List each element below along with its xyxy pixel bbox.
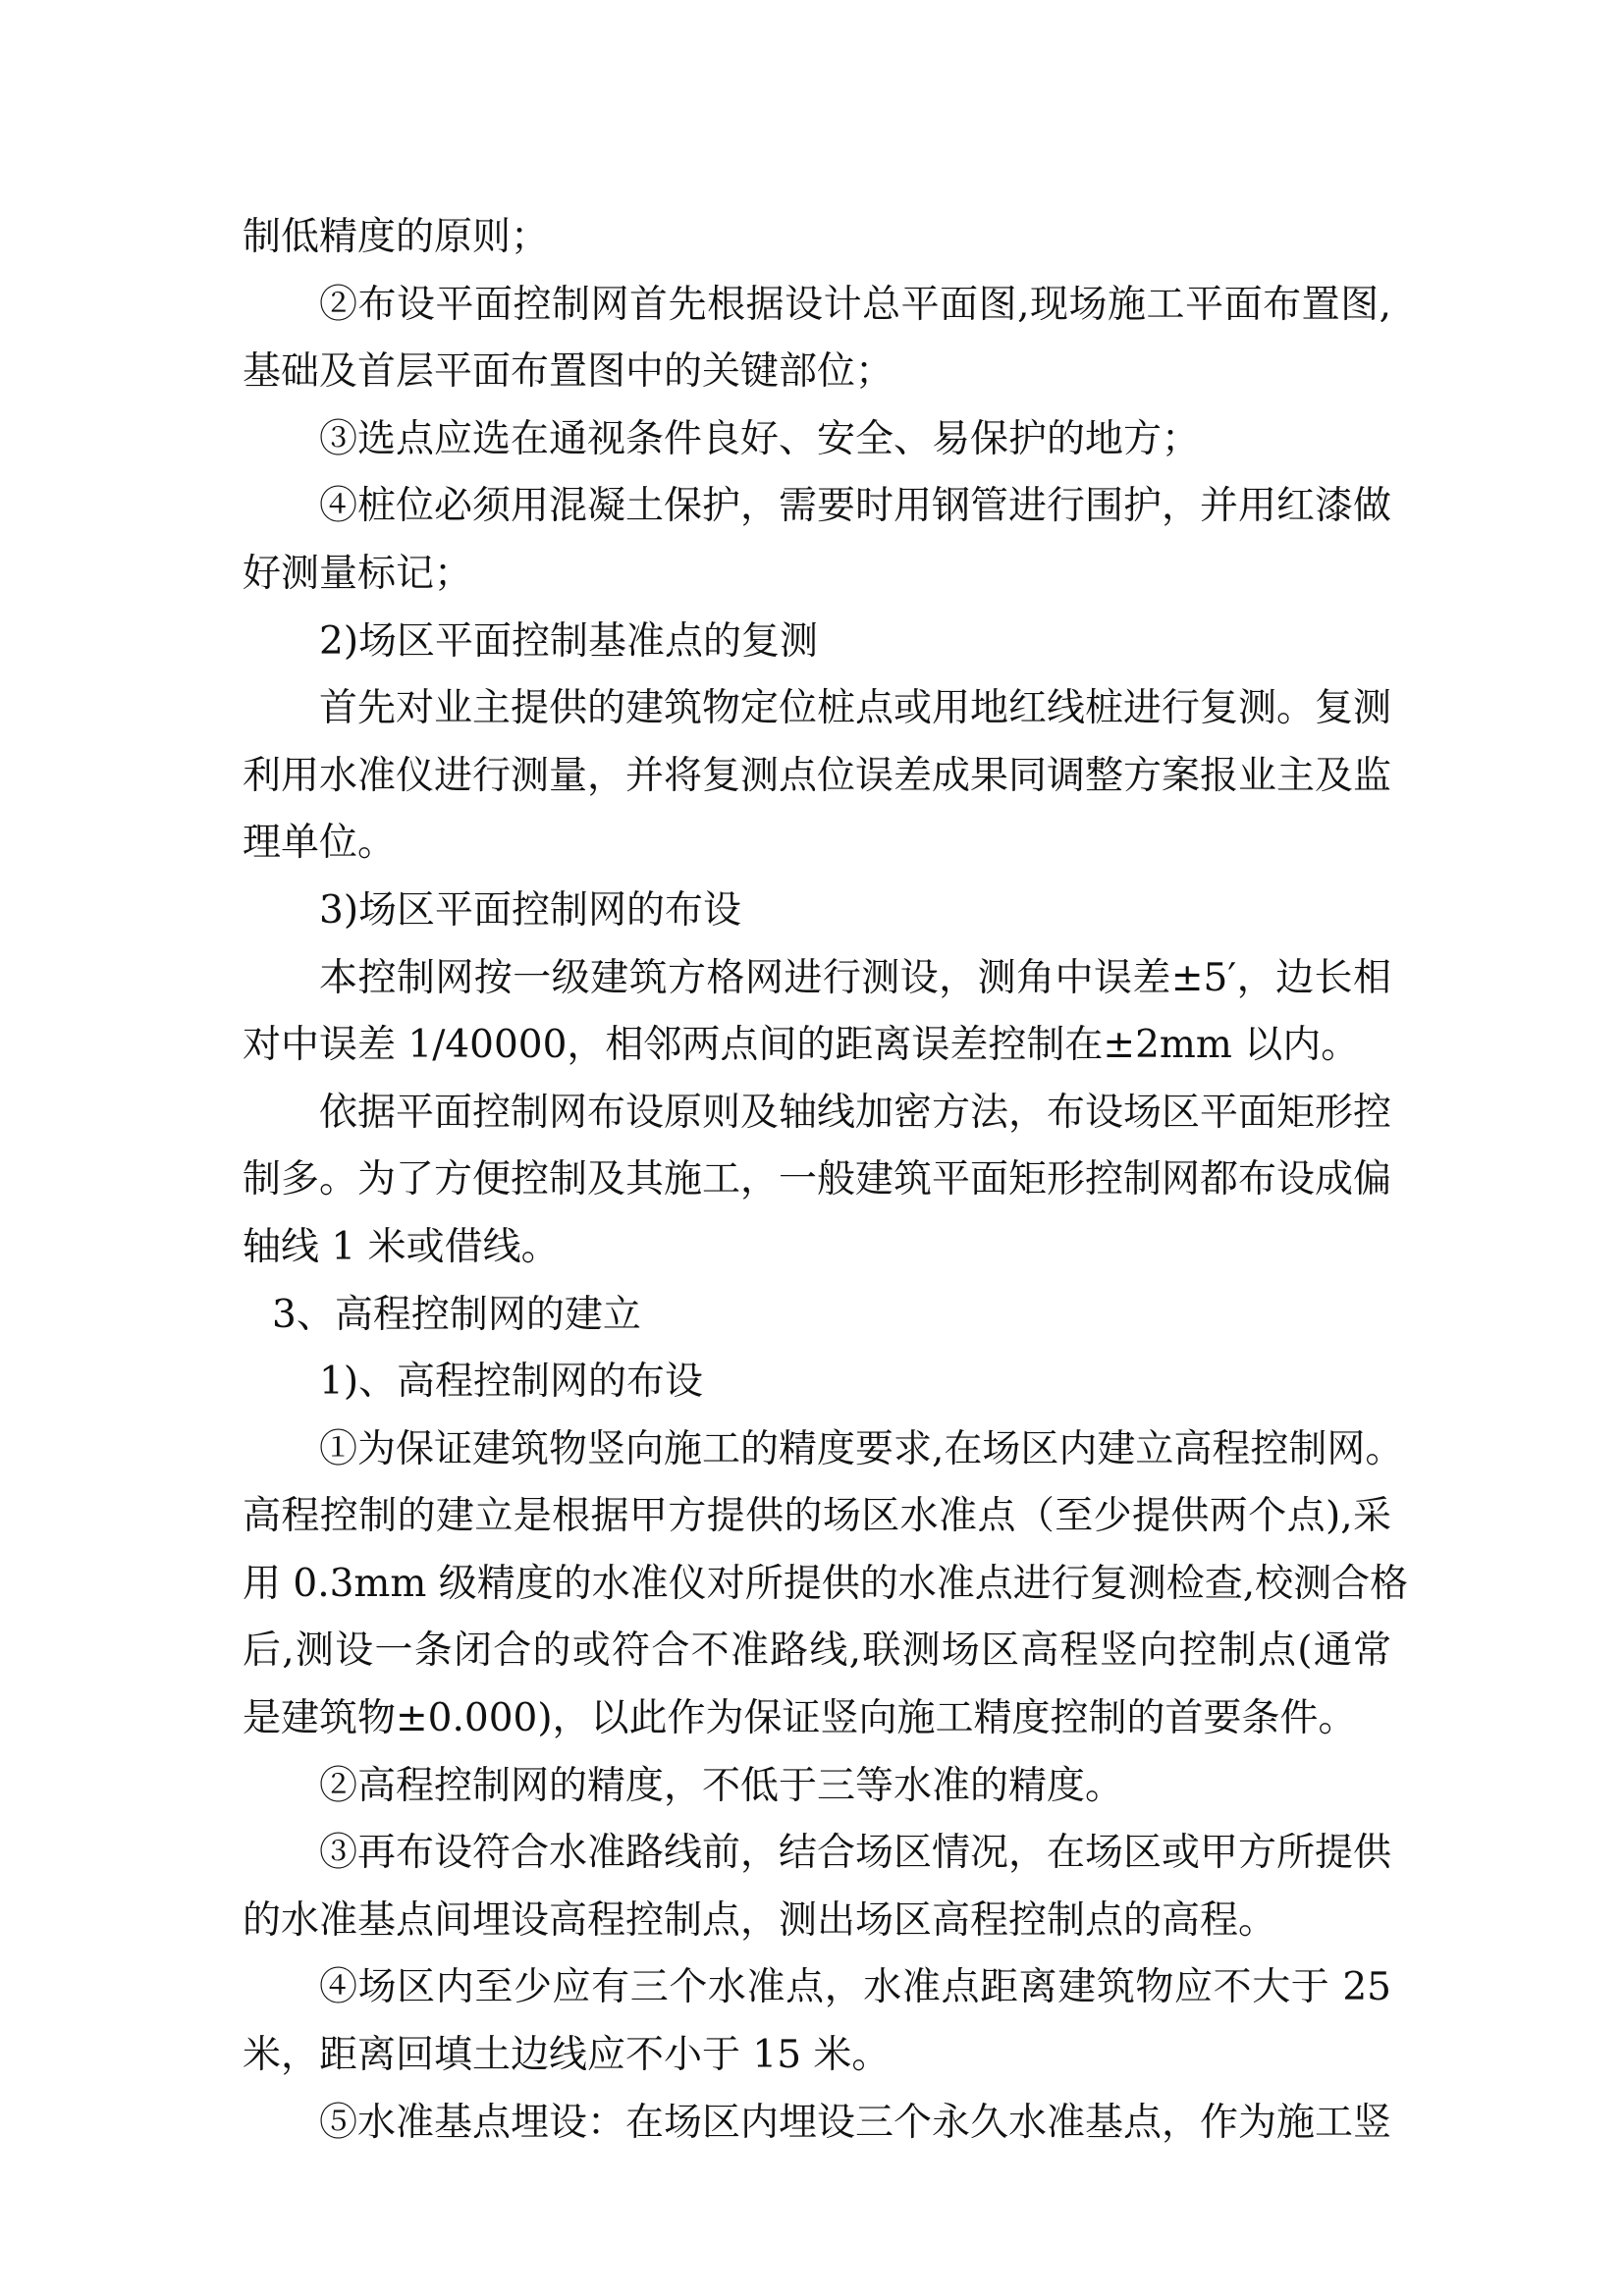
text-line: 的水准基点间埋设高程控制点，测出场区高程控制点的高程。	[243, 1897, 1277, 1943]
text-line: ③选点应选在通视条件良好、安全、易保护的地方；	[319, 416, 1201, 461]
text-line: 制多。为了方便控制及其施工，一般建筑平面矩形控制网都布设成偏	[243, 1157, 1392, 1202]
text-line: 对中误差 1/40000，相邻两点间的距离误差控制在±2mm 以内。	[243, 1023, 1360, 1068]
text-line: 高程控制的建立是根据甲方提供的场区水准点（至少提供两个点),采	[243, 1494, 1391, 1539]
text-line: ②高程控制网的精度，不低于三等水准的精度。	[319, 1763, 1124, 1808]
section-heading: 3、高程控制网的建立	[272, 1292, 641, 1337]
text-line: ④桩位必须用混凝土保护，需要时用钢管进行围护，并用红漆做	[319, 484, 1392, 529]
text-line: 依据平面控制网布设原则及轴线加密方法，布设场区平面矩形控	[319, 1090, 1392, 1135]
text-line: 好测量标记；	[243, 551, 473, 596]
text-line: ③再布设符合水准路线前，结合场区情况，在场区或甲方所提供	[319, 1831, 1392, 1876]
text-line: 首先对业主提供的建筑物定位桩点或用地红线桩进行复测。复测	[319, 686, 1392, 731]
text-line: ①为保证建筑物竖向施工的精度要求,在场区内建立高程控制网。	[319, 1426, 1404, 1471]
text-line: 理单位。	[243, 821, 397, 866]
text-line: ②布设平面控制网首先根据设计总平面图,现场施工平面布置图,	[319, 282, 1391, 327]
body-text	[243, 204, 1409, 2157]
text-line: ⑤水准基点埋设：在场区内埋设三个永久水准基点，作为施工竖	[319, 2100, 1392, 2145]
section-heading: 2)场区平面控制基准点的复测	[319, 618, 819, 664]
text-line: ④场区内至少应有三个水准点，水准点距离建筑物应不大于 25	[319, 1965, 1391, 2010]
text-line: 是建筑物±0.000)，以此作为保证竖向施工精度控制的首要条件。	[243, 1696, 1357, 1741]
text-line: 制低精度的原则；	[243, 215, 550, 259]
text-line: 后,测设一条闭合的或符合不准路线,联测场区高程竖向控制点(通常	[243, 1629, 1391, 1674]
text-line: 本控制网按一级建筑方格网进行测设，测角中误差±5′，边长相	[319, 955, 1391, 1000]
text-line: 轴线 1 米或借线。	[243, 1224, 560, 1269]
text-line: 米，距离回填土边线应不小于 15 米。	[243, 2033, 891, 2078]
section-heading: 3)场区平面控制网的布设	[319, 887, 742, 933]
text-line: 利用水准仪进行测量，并将复测点位误差成果同调整方案报业主及监	[243, 753, 1392, 798]
text-line: 基础及首层平面布置图中的关键部位；	[243, 349, 894, 395]
subsection-heading: 1)、高程控制网的布设	[319, 1360, 704, 1405]
text-line: 用 0.3mm 级精度的水准仪对所提供的水准点进行复测检查,校测合格	[243, 1561, 1409, 1606]
